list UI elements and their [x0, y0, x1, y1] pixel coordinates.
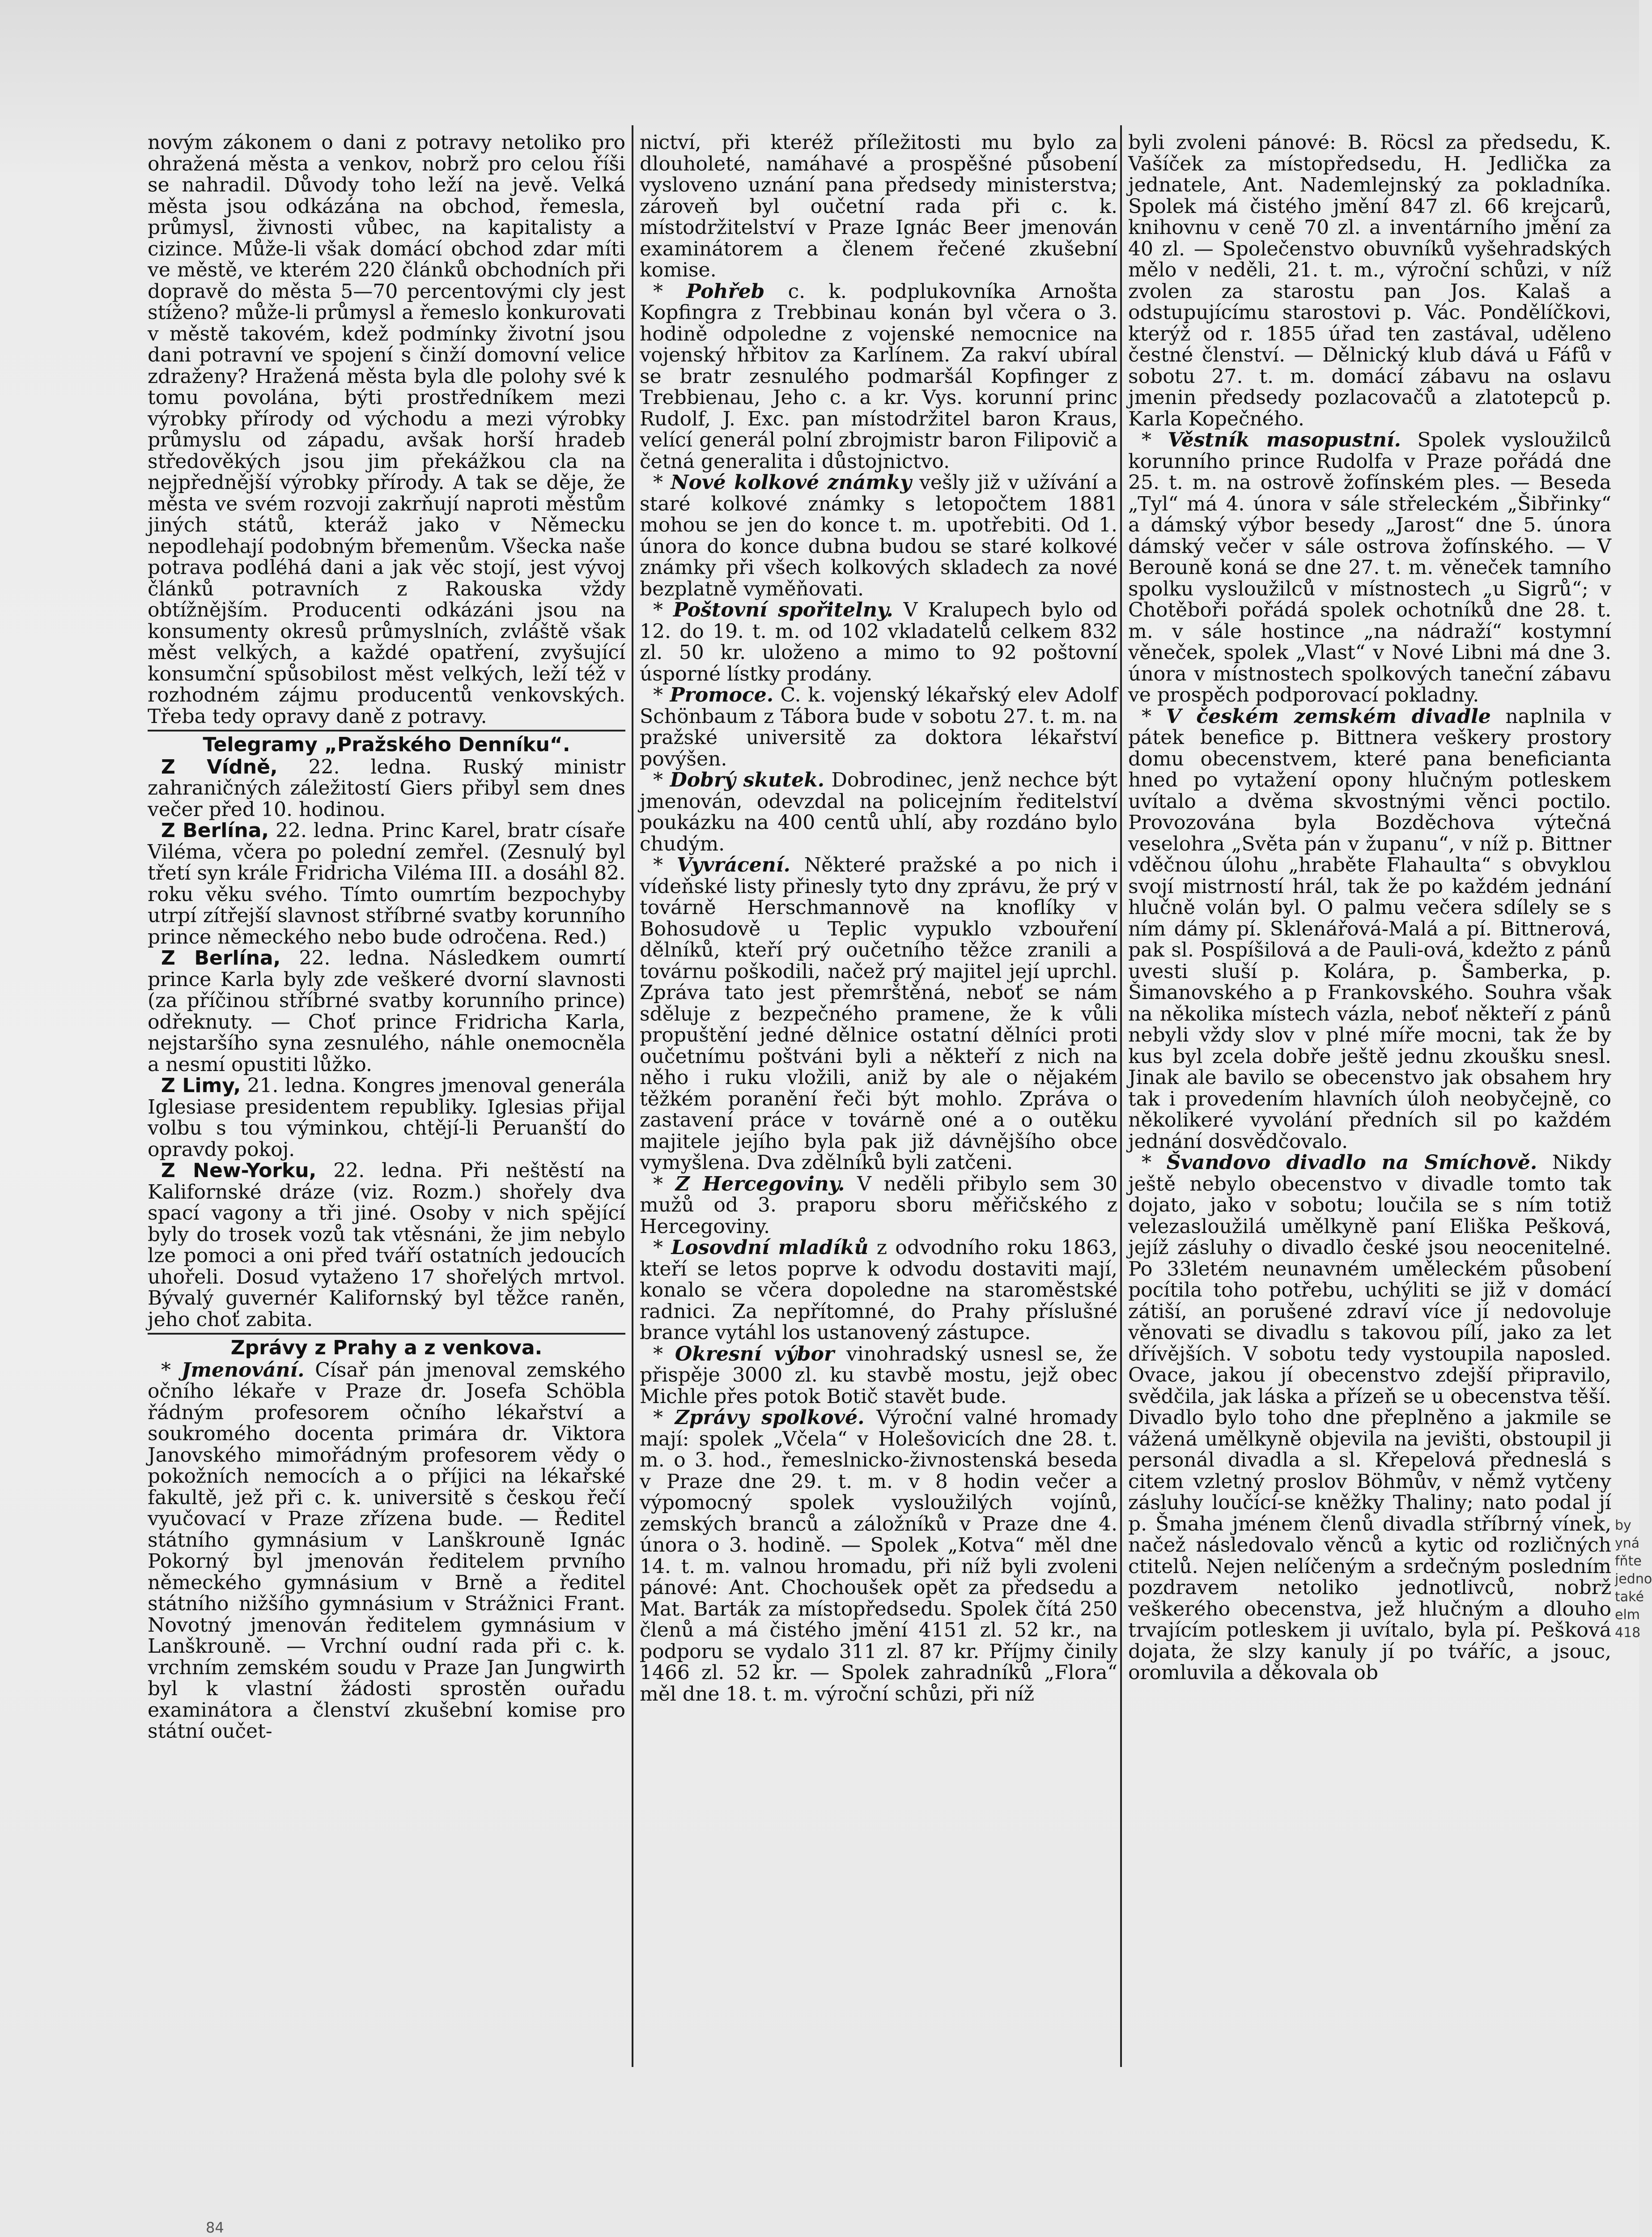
margin-fragment-line: fňte	[1615, 1553, 1642, 1569]
telegram-place: Z Berlína,	[161, 819, 269, 842]
news-item-title: Promoce.	[670, 684, 774, 706]
page-number: 84	[206, 2219, 224, 2236]
section-heading-news: Zprávy z Prahy a z venkova.	[230, 1336, 543, 1359]
divider	[148, 730, 625, 731]
news-item-text: Nikdy ještě nebylo obecenstvo v divadle tomto tak dojato, jako v sobotu; loučila se s ním totiž velezasloužilá umělkyně paní Eliška Pešková, jejíž zásluhy o divadlo české jsou neocenitelné. Po 33letém neunavném uměleckém působení pocítila toho potřebu, uchýliti se již v domácí zátiší, an porušené zdraví více jí nedovoluje věnovati se divadlu s takovou pílí, jako za let dřívějších. V sobotu tedy vystoupila naposled. Ovace, jakou jí obecenstvo zdejší připravilo, svědčila, jak láska a přízeň se u obecenstva těší. Divadlo bylo toho dne přeplněno a jakmile se vážená umělkyně objevila na jevišti, obstoupil ji personál divadla a sl. Křepelová předneslá s citem vzletný proslov Böhmův, v němž vytčeny zásluhy loučící-se kněžky Thaliny; nato podal jí p. Šmaha jménem členů divadla stříbrný vínek, načež následovalo věnců a kytic od rozličných ctitelů. Nejen nelíčeným a srdečným posledním pozdravem netoliko jednotlivců, nobrž veškerého obecenstva, jež hlučným a dlouho trvajícím potleskem ji uvítalo, byla pí. Pešková dojata, že slzy kanuly jí po tváříc, a jsouc, oromluvila a děkovala ob	[1128, 1151, 1611, 1684]
news-item-text: vinohradský usnesl se, že přispěje 3000 zl. ku stavbě mostu, jejž obec Michle přes potok Botič stavět bude.	[640, 1342, 1117, 1408]
news-item: * Nové kolkové známky vešly již v užívání a staré kolkové známky s letopočtem 1881 mohou se jen do konce t. m. upotřebiti. Od 1. února do konce dubna budou se staré kolkové známky při všech kolkových skladech za nové bezplatně vyměňovati.	[640, 471, 1117, 600]
news-item-title: Pohřeb	[686, 280, 765, 303]
news-item-text: Výroční valné hromady mají: spolek „Včela“ v Holešovicích dne 28. t. m. o 3. hod., řemeslnicko-živnostenská beseda v Praze dne 29. t. m. v 8 hodin večer a výpomocný spolek vysloužilých vojínů, zemských branců a záložníků v Praze dne 4. února o 3. hodině. — Spolek „Kotva“ měl dne 14. t. m. valnou hromadu, při níž byli zvoleni pánové: Ant. Chochoušek opět za předsedu a Mat. Barták za místopředsedu. Spolek čítá 250 členů a má čistého jmění 4151 zl. 52 kr., na podporu se vydalo 311 zl. 87 kr. Příjmy činily 1466 zl. 52 kr. — Spolek zahradníků „Flora“ měl dne 18. t. m. výroční schůzi, při níž	[640, 1406, 1117, 1705]
news-item-text: Spolek vysloužilců korunního prince Rudolfa v Praze pořádá dne 25. t. m. na ostrově žofínském ples. — Beseda „Tyl“ má 4. února v sále střeleckém „Šibřinky“ a dámský výbor besedy „Jarost“ dne 5. února dámský večer v sále ostrova žofínského. — V Berouně koná se dne 27. t. m. věneček tamního spolku vysloužilců v místnostech „u Sigrů“; v Chotěboři pořádá spolek ochotníků dne 28. t. m. v sále hostince „na nádraží“ kostymní věneček, spolek „Vlast“ v Nové Libni má dne 3. února v místnostech spolkových taneční zábavu ve prospěch podporovací pokladny.	[1128, 429, 1611, 706]
margin-fragment-line: jedno	[1615, 1571, 1652, 1587]
news-item: * Švandovo divadlo na Smíchově. Nikdy ještě nebylo obecenstvo v divadle tomto tak dojato, jako v sobotu; loučila se s ním totiž velezasloužilá umělkyně paní Eliška Pešková, jejíž zásluhy o divadlo české jsou neocenitelné. Po 33letém neunavném uměleckém působení pocítila toho potřebu, uchýliti se již v domácí zátiší, an porušené zdraví více jí nedovoluje věnovati se divadlu s takovou pílí, jako za let dřívějších. V sobotu tedy vystoupila naposled. Ovace, jakou jí obecenstvo zdejší připravilo, svědčila, jak láska a přízeň se u obecenstva těší. Divadlo bylo toho dne přeplněno a jakmile se vážená umělkyně objevila na jevišti, obstoupil ji personál divadla a sl. Křepelová předneslá s citem vzletný proslov Böhmův, v němž vytčeny zásluhy loučící-se kněžky Thaliny; nato podal jí p. Šmaha jménem členů divadla stříbrný vínek, načež následovalo věnců a kytic od rozličných ctitelů. Nejen nelíčeným a srdečným posledním pozdravem netoliko jednotlivců, nobrž veškerého obecenstva, jež hlučným a dlouho trvajícím potleskem ji uvítalo, byla pí. Pešková dojata, že slzy kanuly jí po tváříc, a jsouc, oromluvila a děkovala ob	[1128, 1151, 1611, 1684]
news-item-text: Dobrodinec, jenž nechce být jmenován, odevzdal na policejním ředitelství poukázku na 400 centů uhlí, aby rozdáno bylo chudým.	[640, 769, 1117, 855]
news-item: * Vyvrácení. Některé pražské a po nich i vídeňské listy přinesly tyto dny zprávu, že prý v továrně Herschmannově na knoflíky v Bohosudově u Teplic vypuklo vzbouření dělníků, kteří prý oučetního těžce zranili a továrnu poškodili, načež prý majitel její uprchl. Zpráva tato jest přemrštěná, neboť se nám sděluje z bezpečného pramene, že k vůli propuštění jedné dělnice ostatní dělníci proti oučetnímu poštváni byli a někteří z nich na něho i ruku vložili, aniž by ale o nějakém těžkém poranění řeči být mohlo. Zpráva o zastavení práce v továrně oné a o outěku majitele jejího byla pak již dávnějšího obce vymyšlena. Dva zdělníků byli zatčeni.	[640, 854, 1117, 1174]
news-item-text: Císař pán jmenoval zemského očního lékaře v Praze dr. Josefa Schöbla řádným profesorem očního lékařství a soukromého docenta primára dr. Viktora Janovského mimořádným profesorem vědy o pokožních nemocích a o příjici na lékařské fakultě, jež při c. k. universitě s českou řečí vyučovací v Praze zřízena bude. — Ředitel státního gymnásium v Lanškrouně Ignác Pokorný byl jmenován ředitelem prvního německého gymnásium v Brně a ředitel státního nižšího gymnásium v Strážnici Frant. Novotný jmenován ředitelem gymnásium v Lanškrouně. — Vrchní oudní rada při c. k. vrchním zemském soudu v Praze Jan Jungwirth byl k vlastní žádosti sprostěn ouřadu examinátora a členství zkušební komise pro státní oučet-	[148, 1358, 625, 1743]
news-item-text: C. k. vojenský lékařský elev Adolf Schönbaum z Tábora bude v sobotu 27. t. m. na pražské universitě za doktora lékařství povýšen.	[640, 684, 1117, 770]
news-item: * Zprávy spolkové. Výroční valné hromady mají: spolek „Včela“ v Holešovicích dne 28. t. m. o 3. hod., řemeslnicko-živnostenská beseda v Praze dne 29. t. m. v 8 hodin večer a výpomocný spolek vysloužilých vojínů, zemských branců a záložníků v Praze dne 4. února o 3. hodině. — Spolek „Kotva“ měl dne 14. t. m. valnou hromadu, při níž byli zvoleni pánové: Ant. Chochoušek opět za předsedu a Mat. Barták za místopředsedu. Spolek čítá 250 členů a má čistého jmění 4151 zl. 52 kr., na podporu se vydalo 311 zl. 87 kr. Příjmy činily 1466 zl. 52 kr. — Spolek zahradníků „Flora“ měl dne 18. t. m. výroční schůzi, při níž	[640, 1406, 1117, 1705]
column-3	[1128, 132, 1611, 2074]
telegram-item	[148, 757, 625, 821]
article-text: nictví, při kteréž příležitosti mu bylo za dlouholeté, namáhavé a prospěšné působení vysloveno uznání pana předsedy ministerstva; zároveň byl oučetní rada při c. k. místodržitelství v Praze Ignác Beer jmenován examinátorem a členem řečené zkušební komise.	[640, 131, 1117, 281]
margin-fragment-line: elm	[1615, 1607, 1640, 1623]
news-item-title: Z Hercegoviny.	[675, 1172, 845, 1195]
telegram-text: 22. ledna. Ruský ministr zahraničných záležitostí Giers přibyl sem dnes večer před 10. hodinou.	[148, 755, 625, 821]
news-item: * Promoce. C. k. vojenský lékařský elev Adolf Schönbaum z Tábora bude v sobotu 27. t. m. na pražské universitě za doktora lékařství povýšen.	[640, 684, 1117, 770]
news-item-text: c. k. podplukovníka Arnošta Kopfingra z Trebbinau konán byl včera o 3. hodině odpoledne z vojenské nemocnice na vojenský hřbitov za Karlínem. Za rakví ubíral se bratr zesnulého podmaršál Kopfinger z Trebbienau, Jeho c. a kr. Vys. korunní princ Rudolf, J. Exc. pan místodržitel baron Kraus, velící generál polní zbrojmistr baron Filipovič a četná generalita i důstojnictvo.	[640, 280, 1117, 473]
news-item-title: Okresní výbor	[675, 1342, 835, 1365]
news-item-text: V neděli přibylo sem 30 mužů od 3. praporu sboru měřičského z Hercegoviny.	[640, 1172, 1117, 1238]
telegram-item	[148, 820, 625, 948]
telegram-text: 22. ledna. Při neštěstí na Kalifornské dráze (viz. Rozm.) shořely dva spací vagony a tři jiné. Osoby v nich spějící byly do trosek vozů tak vtěsnáni, že jim nebylo lze pomoci a oni před tváří ostatních jedoucích uhořeli. Dosud vytaženo 17 shořelých mrtvol. Bývalý guvernér Kalifornský byl těžce raněn, jeho choť zabita.	[148, 1159, 625, 1331]
news-item-title: Losovdní mladíků	[671, 1236, 869, 1259]
news-item: * Okresní výbor vinohradský usnesl se, že přispěje 3000 zl. ku stavbě mostu, jejž obec Michle přes potok Botič stavět bude.	[640, 1342, 1117, 1408]
telegram-item	[148, 1075, 625, 1160]
column-1	[148, 132, 625, 2074]
column-rule	[632, 125, 633, 2067]
news-item-text: Některé pražské a po nich i vídeňské listy přinesly tyto dny zprávu, že prý v továrně Herschmannově na knoflíky v Bohosudově u Teplic vypuklo vzbouření dělníků, kteří prý oučetního těžce zranili a továrnu poškodili, načež prý majitel její uprchl. Zpráva tato jest přemrštěná, neboť se nám sděluje z bezpečného pramene, že k vůli propuštění jedné dělnice ostatní dělníci proti oučetnímu poštváni byli a někteří z nich na něho i ruku vložili, aniž by ale o nějakém těžkém poranění řeči být mohlo. Zpráva o zastavení práce v továrně oné a o outěku majitele jejího byla pak již dávnějšího obce vymyšlena. Dva zdělníků byli zatčeni.	[640, 854, 1117, 1174]
telegram-place: Z New-Yorku,	[161, 1159, 317, 1182]
news-item-title: Zprávy spolkové.	[675, 1406, 865, 1429]
news-item-title: Vyvrácení.	[676, 854, 790, 876]
telegram-text: 21. ledna. Kongres jmenoval generála Iglesiase presidentem republiky. Iglesias přijal volbu s tou výminkou, chtějí-li Peruanští do opravdy pokoj.	[148, 1074, 626, 1161]
divider	[148, 1333, 625, 1335]
telegram-item	[148, 1160, 625, 1330]
news-item-title: Švandovo divadlo na Smíchově.	[1166, 1151, 1537, 1174]
article-text: byli zvoleni pánové: B. Röcsl za předsedu, K. Vašíček za místopředsedu, H. Jedlička za jednatele, Ant. Nademlejnský za pokladníka. Spolek má čistého jmění 847 zl. 66 krejcarů, knihovnu v ceně 70 zl. a inventárního jmění za 40 zl. — Společenstvo obuvníků vyšehradských mělo v neděli, 21. t. m., výroční schůzi, v níž zvolen za starostu pan Jos. Kalaš a odstupujícímu starostovi p. Vác. Pondělíčkovi, kterýž od r. 1855 úřad ten zastával, uděleno čestné členství. — Dělnický klub dává u Fáfů v sobotu 27. t. m. domácí zábavu na oslavu jmenin předsedy pozlacovačů a zlatotepců p. Karla Kopečného.	[1128, 131, 1611, 430]
news-item: * Z Hercegoviny. V neděli přibylo sem 30 mužů od 3. praporu sboru měřičského z Hercegoviny.	[640, 1172, 1117, 1238]
news-item: * Pohřeb c. k. podplukovníka Arnošta Kopfingra z Trebbinau konán byl včera o 3. hodině odpoledne z vojenské nemocnice na vojenský hřbitov za Karlínem. Za rakví ubíral se bratr zesnulého podmaršál Kopfinger z Trebbienau, Jeho c. a kr. Vys. korunní princ Rudolf, J. Exc. pan místodržitel baron Kraus, velící generál polní zbrojmistr baron Filipovič a četná generalita i důstojnictvo.	[640, 280, 1117, 473]
news-item-title: Nové kolkové známky	[671, 471, 912, 494]
telegram-text: 22. ledna. Princ Karel, bratr císaře Viléma, včera po polední zemřel. (Zesnulý byl třetí syn krále Fridricha Viléma III. a dosáhl 82. roku věku svého. Tímto oumrtím bezpochyby utrpí zítřejší slavnost stříbrné svatby korunního prince německého nebo bude odročena. Red.)	[148, 819, 625, 948]
news-item-title: Jmenování.	[181, 1358, 305, 1382]
news-item-text: vešly již v užívání a staré kolkové známky s letopočtem 1881 mohou se jen do konce t. m. upotřebiti. Od 1. února do konce dubna budou se staré kolkové známky při všech kolkových skladech za nové bezplatně vyměňovati.	[640, 471, 1117, 600]
margin-fragment-line: 418	[1615, 1625, 1641, 1641]
telegram-item	[148, 948, 625, 1075]
margin-fragment	[1615, 1517, 1652, 1642]
telegram-place: Z Berlína,	[161, 947, 281, 970]
news-item-text: z odvodního roku 1863, kteří se letos poprve k odvodu dostaviti mají, konalo se včera dopoledne na staroměstské radnici. Za nepřítomné, do Prahy příslušné brance vytáhl los ustanovený zástupce.	[640, 1236, 1117, 1344]
news-item: * Losovdní mladíků z odvodního roku 1863, kteří se letos poprve k odvodu dostaviti mají, konalo se včera dopoledne na staroměstské radnici. Za nepřítomné, do Prahy příslušné brance vytáhl los ustanovený zástupce.	[640, 1236, 1117, 1344]
news-item-title: Poštovní spořitelny.	[673, 599, 893, 621]
margin-fragment-line: yná	[1615, 1535, 1640, 1551]
telegram-place: Z Vídně,	[161, 755, 278, 778]
news-item: * Dobrý skutek. Dobrodinec, jenž nechce být jmenován, odevzdal na policejním ředitelství poukázku na 400 centů uhlí, aby rozdáno bylo chudým.	[640, 769, 1117, 855]
section-heading-telegrams: Telegramy „Pražského Denníku“.	[203, 733, 570, 756]
news-item: * Jmenování. Císař pán jmenoval zemského očního lékaře v Praze dr. Josefa Schöbla řádným profesorem očního lékařství a soukromého docenta primára dr. Viktora Janovského mimořádným profesorem vědy o pokožních nemocích a o příjici na lékařské fakultě, jež při c. k. universitě s českou řečí vyučovací v Praze zřízena bude. — Ředitel státního gymnásium v Lanškrouně Ignác Pokorný byl jmenován ředitelem prvního německého gymnásium v Brně a ředitel státního nižšího gymnásium v Strážnici Frant. Novotný jmenován ředitelem gymnásium v Lanškrouně. — Vrchní oudní rada při c. k. vrchním zemském soudu v Praze Jan Jungwirth byl k vlastní žádosti sprostěn ouřadu examinátora a členství zkušební komise pro státní oučet-	[148, 1358, 625, 1743]
news-item-text: naplnila v pátek benefice p. Bittnera veškery prostory domu obecenstvem, které pana beneficianta hned po vytažení opony hlučným potleskem uvítalo a dvěma skvostnými věnci poctilo. Provozována byla Bozděchova výtečná veselohra „Světa pán v županu“, v níž p. Bittner vděčnou úlohu „hraběte Flahaulta“ s obvyklou svojí mistrností hrál, tak že po každém jednání hlučně volán byl. O palmu večera sdílely se s ním dámy pí. Sklenářová-Malá a pí. Bittnerová, pak sl. Pospíšilová a de Pauli-ová, kdežto z pánů uvesti sluší p. Kolára, p. Šamberka, p. Šimanovského a p Frankovského. Souhra však na několika místech vázla, neboť někteří z pánů nebyli vždy slov v plné míře mocni, tak že by kus byl zcela dobře ještě jednu zkoušku snesl. Jinak ale bavilo se obecenstvo jak obsahem hry tak i provedením hlavních úloh neobyčejně, co několikeré vyvolání předních sil po každém jednání dosvědčovalo.	[1128, 705, 1611, 1153]
telegram-text: 22. ledna. Následkem oumrtí prince Karla byly zde veškeré dvorní slavnosti (za příčinou stříbrné svatby korunního prince) odřeknuty. — Choť prince Fridricha Karla, nejstaršího syna zesnulého, náhle onemocněla a nesmí opustiti lůžko.	[148, 947, 625, 1076]
news-item: * Věstník masopustní. Spolek vysloužilců korunního prince Rudolfa v Praze pořádá dne 25. t. m. na ostrově žofínském ples. — Beseda „Tyl“ má 4. února v sále střeleckém „Šibřinky“ a dámský výbor besedy „Jarost“ dne 5. února dámský večer v sále ostrova žofínského. — V Berouně koná se dne 27. t. m. věneček tamního spolku vysloužilců v místnostech „u Sigrů“; v Chotěboři pořádá spolek ochotníků dne 28. t. m. v sále hostince „na nádraží“ kostymní věneček, spolek „Vlast“ v Nové Libni má dne 3. února v místnostech spolkových taneční zábavu ve prospěch podporovací pokladny.	[1128, 429, 1611, 706]
column-2	[640, 132, 1117, 2074]
news-item-text: V Kralupech bylo od 12. do 19. t. m. od 102 vkladatelů celkem 832 zl. 50 kr. uloženo a mimo to 92 poštovní úsporné lístky prodány.	[640, 599, 1117, 685]
margin-fragment-line: také	[1615, 1589, 1644, 1605]
column-rule	[1120, 125, 1122, 2067]
news-item-title: Dobrý skutek.	[670, 769, 824, 791]
article-text: novým zákonem o dani z potravy netoliko pro ohražená města a venkov, nobrž pro celou říši se nahradil. Důvody toho leží na jevě. Velká města jsou odkázána na obchod, řemesla, průmysl, živnosti vůbec, na kapitalisty a cizince. Může-li však domácí obchod zdar míti ve městě, ve kterém 220 článků obchodních při dopravě do města 5—70 percentovými cly jest stíženo? může-li průmysl a řemeslo konkurovati v městě takovém, kdež podmínky životní jsou dani potravní ve spojení s činží domovní velice zdraženy? Hražená města byla dle polohy své k tomu povolána, býti prostředníkem mezi výrobky přírody od východu a mezi výrobky průmyslu od západu, avšak horší hradeb středověkých jsou jim překážkou cla na nejpřednější výrobky přírody. A tak se děje, že města ve svém rozvoji zakrňují naproti městům jiných států, kteráž jako v Německu nepodlehají podobným břemenům. Všecka naše potrava podléhá dani a jak věc stojí, jest vývoj článků potravních z Rakouska vždy obtížnějším. Producenti odkázáni jsou na konsumenty okresů průmyslních, zvláště však měst velkých, a každé opatření, zvyšující konsumční spůsobilost měst velkých, leží též v rozhodném zájmu producentů venkovských. Třeba tedy opravy daně z potravy.	[148, 131, 625, 728]
news-item-title: V českém zemském divadle	[1166, 705, 1491, 728]
news-item: * Poštovní spořitelny. V Kralupech bylo od 12. do 19. t. m. od 102 vkladatelů celkem 832 zl. 50 kr. uloženo a mimo to 92 poštovní úsporné lístky prodány.	[640, 599, 1117, 685]
margin-fragment-line: by	[1615, 1518, 1631, 1533]
news-item: * V českém zemském divadle naplnila v pátek benefice p. Bittnera veškery prostory domu obecenstvem, které pana beneficianta hned po vytažení opony hlučným potleskem uvítalo a dvěma skvostnými věnci poctilo. Provozována byla Bozděchova výtečná veselohra „Světa pán v županu“, v níž p. Bittner vděčnou úlohu „hraběte Flahaulta“ s obvyklou svojí mistrností hrál, tak že po každém jednání hlučně volán byl. O palmu večera sdílely se s ním dámy pí. Sklenářová-Malá a pí. Bittnerová, pak sl. Pospíšilová a de Pauli-ová, kdežto z pánů uvesti sluší p. Kolára, p. Šamberka, p. Šimanovského a p Frankovského. Souhra však na několika místech vázla, neboť někteří z pánů nebyli vždy slov v plné míře mocni, tak že by kus byl zcela dobře ještě jednu zkoušku snesl. Jinak ale bavilo se obecenstvo jak obsahem hry tak i provedením hlavních úloh neobyčejně, co několikeré vyvolání předních sil po každém jednání dosvědčovalo.	[1128, 705, 1611, 1153]
news-item-title: Věstník masopustní.	[1168, 429, 1401, 451]
telegram-place: Z Limy,	[161, 1074, 241, 1097]
